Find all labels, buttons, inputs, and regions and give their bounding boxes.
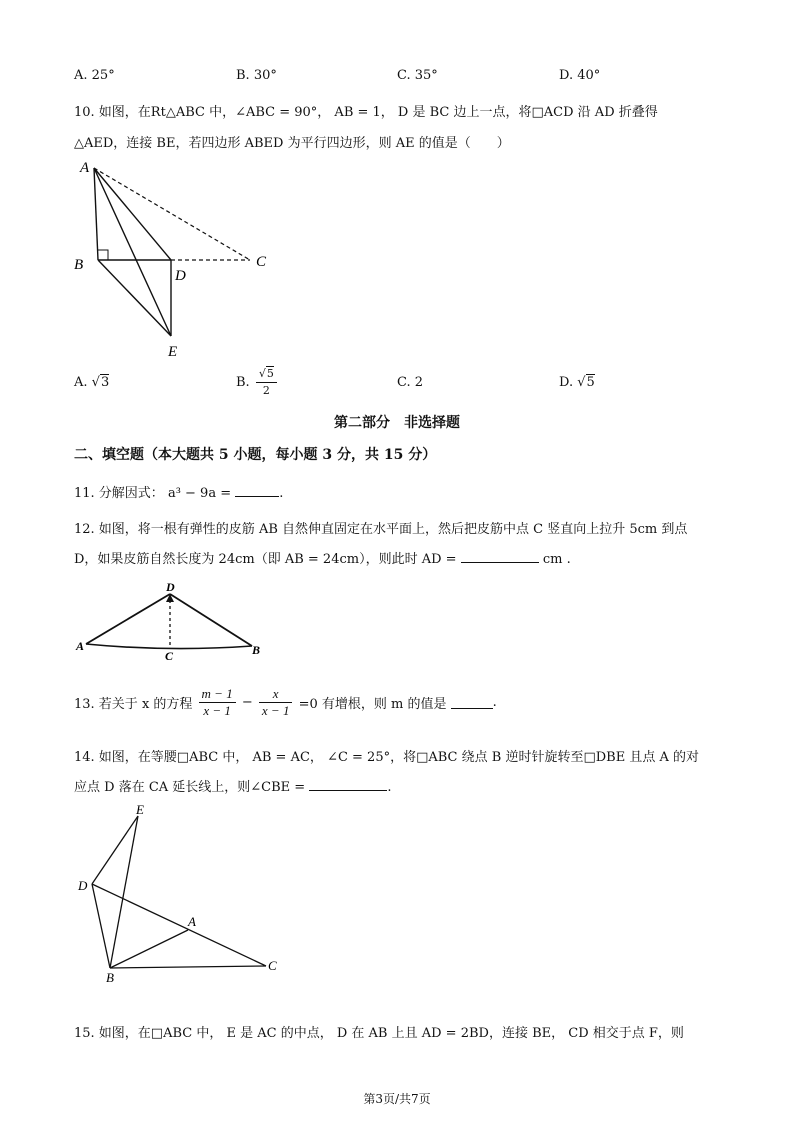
q10-line1: 10. 如图，在Rt△ABC 中，∠ABC = 90°， AB = 1， D 是 BC 边上一点，将□ACD 沿 AD 折叠得 bbox=[74, 105, 658, 120]
q12-label-c: C bbox=[165, 649, 174, 662]
q9-option-d: D. 40° bbox=[559, 68, 601, 83]
q14-label-b: B bbox=[106, 970, 114, 985]
q12-line2: D，如果皮筋自然长度为 24cm（即 AB = 24cm），则此时 AD = cm . bbox=[74, 552, 571, 567]
q13-text: 13. 若关于 x 的方程 $\frac{m - 1}{x - 1}$ − $\frac{x}{x - 1}$ =0 有增根，则 m 的值是 . bbox=[74, 686, 497, 718]
q14-label-e: E bbox=[136, 802, 144, 817]
q9-option-c: C. 35° bbox=[397, 68, 438, 83]
q14-figure bbox=[74, 798, 294, 988]
q10-label-e: E bbox=[168, 344, 178, 360]
q12-line1: 12. 如图，将一根有弹性的皮筋 AB 自然伸直固定在水平面上，然后把皮筋中点 C 竖直向上拉升 5cm 到点 bbox=[74, 522, 688, 537]
q10-label-d: D bbox=[175, 268, 186, 284]
q14-line2: 应点 D 落在 CA 延长线上，则∠CBE = . bbox=[74, 780, 392, 795]
q10-option-d: D. √5 bbox=[559, 375, 595, 390]
q12-label-b: B bbox=[252, 643, 261, 657]
section-heading: 二、填空题（本大题共 5 小题，每小题 3 分，共 15 分） bbox=[74, 447, 437, 463]
part2-title: 第二部分 非选择题 bbox=[334, 415, 460, 431]
q10-option-a: A. √3 bbox=[74, 375, 110, 390]
q10-line2: △AED，连接 BE，若四边形 ABED 为平行四边形，则 AE 的值是（ ） bbox=[74, 136, 510, 151]
q12-figure bbox=[74, 580, 274, 662]
q14-label-a: A bbox=[188, 914, 196, 929]
q10-label-a: A bbox=[80, 160, 90, 176]
q10-option-c: C. 2 bbox=[397, 375, 424, 390]
q10-option-b: B. $\frac{√5}{2}$ bbox=[236, 366, 279, 399]
q11-answer-blank[interactable] bbox=[235, 484, 279, 497]
q12-answer-blank[interactable] bbox=[461, 550, 539, 563]
page-number: 第3页/共7页 bbox=[363, 1092, 431, 1106]
q14-line1: 14. 如图，在等腰□ABC 中， AB = AC， ∠C = 25°，将□ABC 绕点 B 逆时针旋转至□DBE 且点 A 的对 bbox=[74, 750, 699, 765]
q9-option-a: A. 25° bbox=[74, 68, 115, 83]
q11-text: 11. 分解因式： a³ − 9a = . bbox=[74, 486, 284, 501]
q9-option-b: B. 30° bbox=[236, 68, 277, 83]
q14-label-c: C bbox=[268, 958, 277, 973]
q12-label-d: D bbox=[166, 580, 175, 594]
q15-line1: 15. 如图，在□ABC 中， E 是 AC 的中点， D 在 AB 上且 AD = 2BD，连接 BE， CD 相交于点 F，则 bbox=[74, 1026, 684, 1041]
q12-label-a: A bbox=[76, 639, 85, 653]
q14-answer-blank[interactable] bbox=[309, 778, 387, 791]
q10-label-c: C bbox=[256, 254, 267, 270]
q13-answer-blank[interactable] bbox=[451, 696, 493, 709]
q14-label-d: D bbox=[78, 878, 88, 893]
q10-figure bbox=[70, 158, 290, 363]
q10-label-b: B bbox=[74, 257, 84, 273]
